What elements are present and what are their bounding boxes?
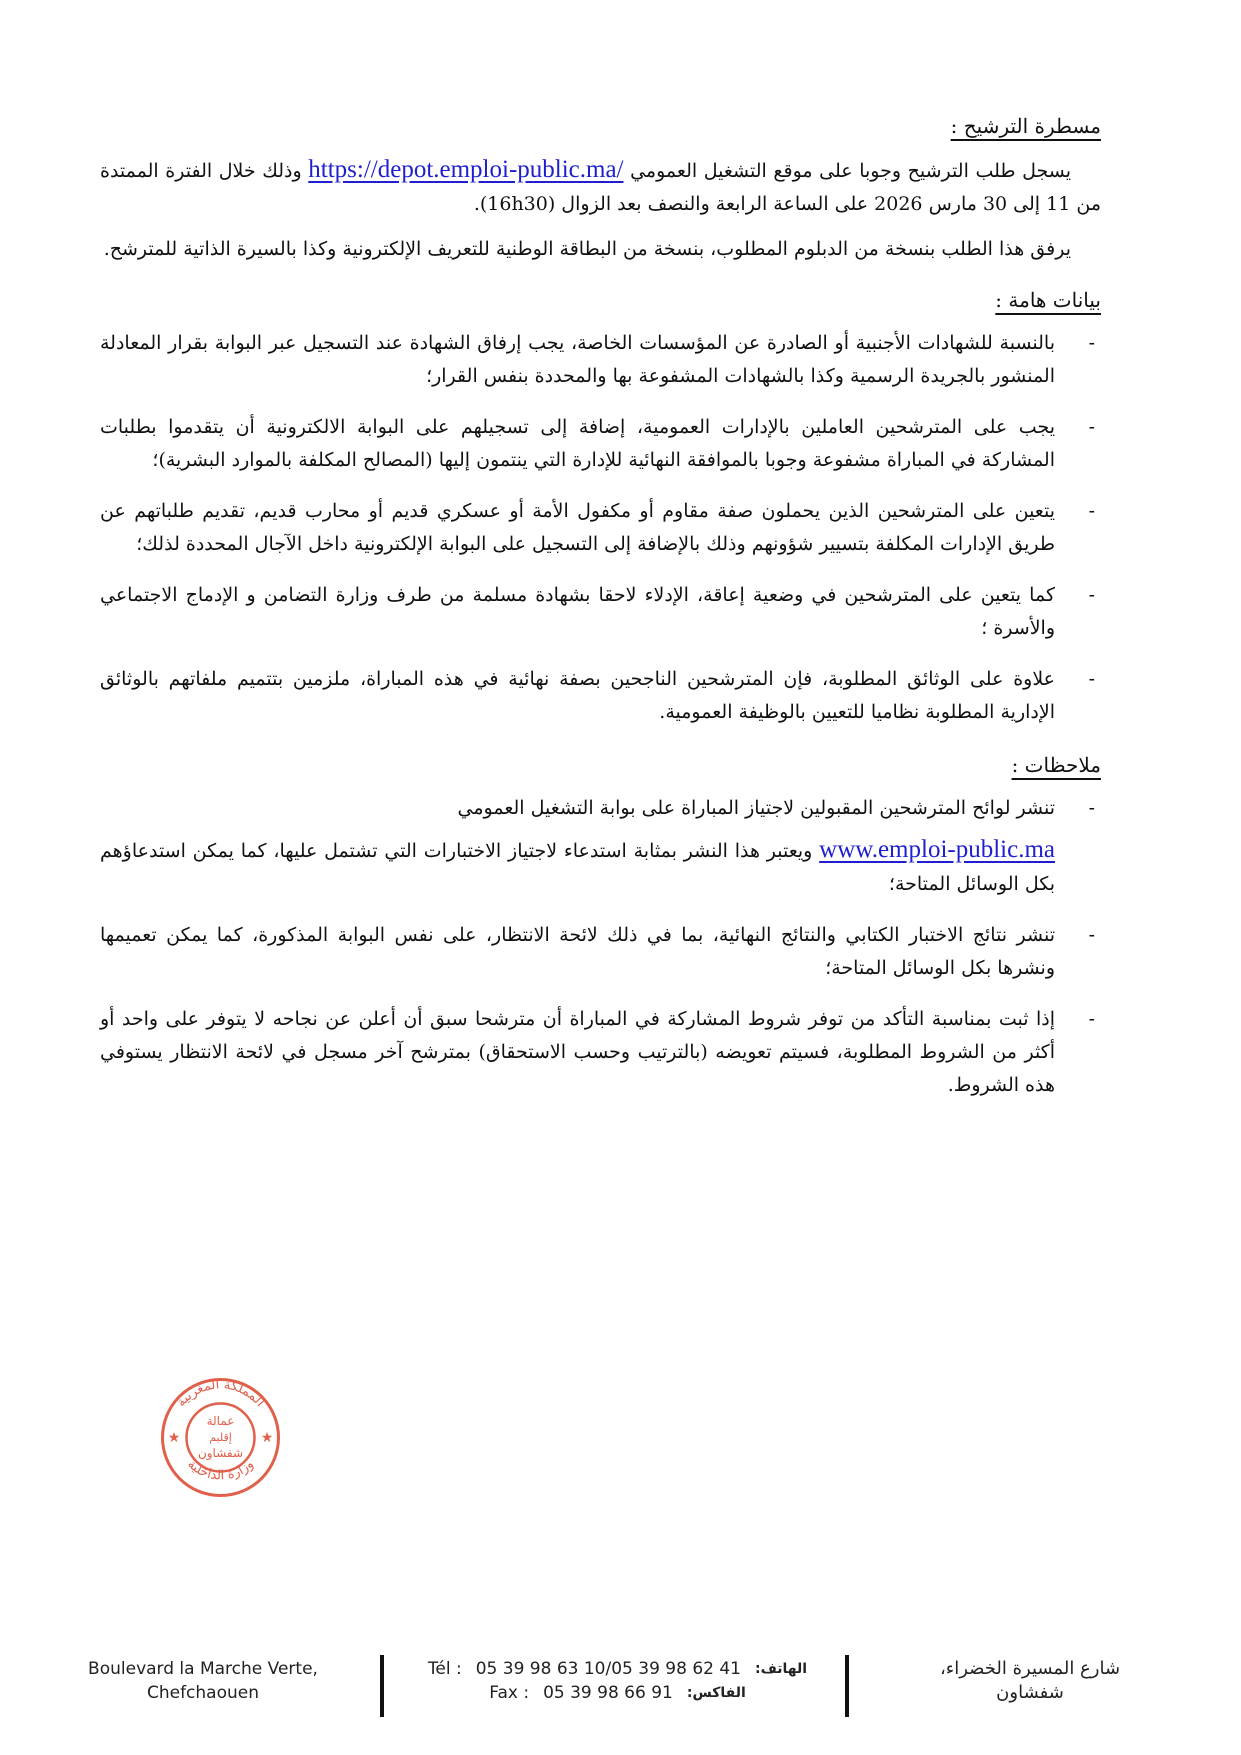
- procedure-text-after-link: وذلك خلال الفترة الممتدة من 11 إلى 30 مارس 2026 على الساعة الرابعة والنصف بعد الزوال (16h30).: [100, 160, 1101, 215]
- footer-divider: [845, 1655, 849, 1717]
- bullet-dash: -: [1088, 417, 1095, 438]
- footer-divider: [380, 1655, 384, 1717]
- bullet-dash: -: [1088, 798, 1095, 819]
- phone-numbers: 05 39 98 63 10/05 39 98 62 41: [475, 1659, 741, 1679]
- bullet-dash: -: [1088, 669, 1095, 690]
- stamp-top-text: المملكة المغربية: [173, 1377, 268, 1410]
- notes-item: - تنشر نتائج الاختبار الكتابي والنتائج النهائية، بما في ذلك لائحة الانتظار، على نفس البوابة المذكورة، كما يمكن تعميمها ونشرها بكل الوسائل المتاحة؛: [100, 919, 1101, 985]
- bullet-dash: -: [1088, 1009, 1095, 1030]
- stamp-star-right-icon: ★: [260, 1430, 274, 1446]
- address-arabic: شارع المسيرة الخضراء، شفشاون: [939, 1658, 1121, 1703]
- notes-item: - إذا ثبت بمناسبة التأكد من توفر شروط المشاركة في المباراة أن مترشحا سبق أن أعلن عن نجاحه لا يتوفر على واحد أو أكثر من الشروط المطلوبة، فسيتم تعويضه (بالترتيب وحسب الاستحقاق) بمترشح آخر مسجل في لائحة الانتظار يستوفي هذه الشروط.: [100, 1003, 1101, 1102]
- bullet-dash: -: [1088, 501, 1095, 522]
- important-item: - بالنسبة للشهادات الأجنبية أو الصادرة عن المؤسسات الخاصة، يجب إرفاق الشهادة عند التسجيل عبر البوابة بقرار المعادلة المنشور بالجريدة الرسمية وكذا بالشهادات المشفوعة بها والمحددة بنفس القرار؛: [100, 327, 1101, 393]
- procedure-paragraph-2: يرفق هذا الطلب بنسخة من الدبلوم المطلوب، بنسخة من البطاقة الوطنية للتعريف الإلكترونية وكذا بالسيرة الذاتية للمترشح.: [103, 238, 1071, 260]
- bullet-dash: -: [1088, 925, 1095, 946]
- phone-row: Tél : 05 39 98 63 10/05 39 98 62 41 الهاتف:: [427, 1659, 808, 1679]
- contact-info: [405, 1657, 830, 1705]
- bullet-dash: -: [1088, 585, 1095, 606]
- fax-number: 05 39 98 66 91: [543, 1683, 673, 1703]
- important-heading: بيانات هامة :: [995, 288, 1101, 312]
- notes-list: [100, 792, 1101, 1102]
- bullet-dash: -: [1088, 333, 1095, 354]
- official-stamp: [158, 1375, 283, 1500]
- letterhead-footer: [0, 1645, 1241, 1725]
- stamp-inner-line-1: عمالة: [206, 1414, 235, 1428]
- stamp-bottom-text: وزارة الداخلية: [184, 1456, 257, 1484]
- stamp-star-left-icon: ★: [167, 1430, 181, 1446]
- important-item: - كما يتعين على المترشحين في وضعية إعاقة، الإدلاء لاحقا بشهادة مسلمة من طرف وزارة التضامن و الإدماج الاجتماعي والأسرة ؛: [100, 579, 1101, 645]
- stamp-inner-line-2: إقليم: [209, 1431, 232, 1444]
- address-french: Boulevard la Marche Verte, Chefchaouen: [88, 1659, 318, 1703]
- notes-item: - تنشر لوائح المترشحين المقبولين لاجتياز المباراة على بوابة التشغيل العمومي www.emploi-public.ma ويعتبر هذا النشر بمثابة استدعاء لاجتياز الاختبارات التي تشتمل عليها، كما يمكن استدعاؤهم بكل الوسائل المتاحة؛: [100, 792, 1101, 901]
- important-item: - يتعين على المترشحين الذين يحملون صفة مقاوم أو مكفول الأمة أو عسكري قديم أو محارب قديم، تقديم طلباتهم عن طريق الإدارات المكلفة بتسيير شؤونهم وذلك بالإضافة إلى التسجيل على البوابة الإلكترونية داخل الآجال المحددة لذلك؛: [100, 495, 1101, 561]
- emploi-public-link[interactable]: www.emploi-public.ma: [819, 836, 1055, 863]
- fax-row: Fax : 05 39 98 66 91 الفاكس:: [489, 1683, 746, 1703]
- important-list: [100, 327, 1101, 729]
- procedure-heading: مسطرة الترشيح :: [950, 114, 1101, 138]
- procedure-text-before-link: يسجل طلب الترشيح وجوبا على موقع التشغيل العمومي: [623, 160, 1071, 182]
- stamp-inner-line-3: شفشاون: [197, 1446, 244, 1460]
- notes-heading: ملاحظات :: [1011, 753, 1101, 777]
- depot-portal-link[interactable]: https://depot.emploi-public.ma/: [308, 156, 624, 183]
- important-item: - علاوة على الوثائق المطلوبة، فإن المترشحين الناجحين بصفة نهائية في هذه المباراة، ملزمين بتتميم ملفاتهم بالوثائق الإدارية المطلوبة نظاميا للتعيين بالوظيفة العمومية.: [100, 663, 1101, 729]
- important-item: - يجب على المترشحين العاملين بالإدارات العمومية، إضافة إلى تسجيلهم على البوابة الالكترونية أن يتقدموا بطلبات المشاركة في المباراة مشفوعة وجوبا بالموافقة النهائية للإدارة التي ينتمون إليها (المصالح المكلفة بالموارد البشرية)؛: [100, 411, 1101, 477]
- notes-item-continuation: www.emploi-public.ma ويعتبر هذا النشر بمثابة استدعاء لاجتياز الاختبارات التي تشتمل عليها، كما يمكن استدعاؤهم بكل الوسائل المتاحة؛: [100, 836, 1055, 895]
- procedure-paragraph-1: [100, 153, 1101, 221]
- document-body: [100, 110, 1101, 1122]
